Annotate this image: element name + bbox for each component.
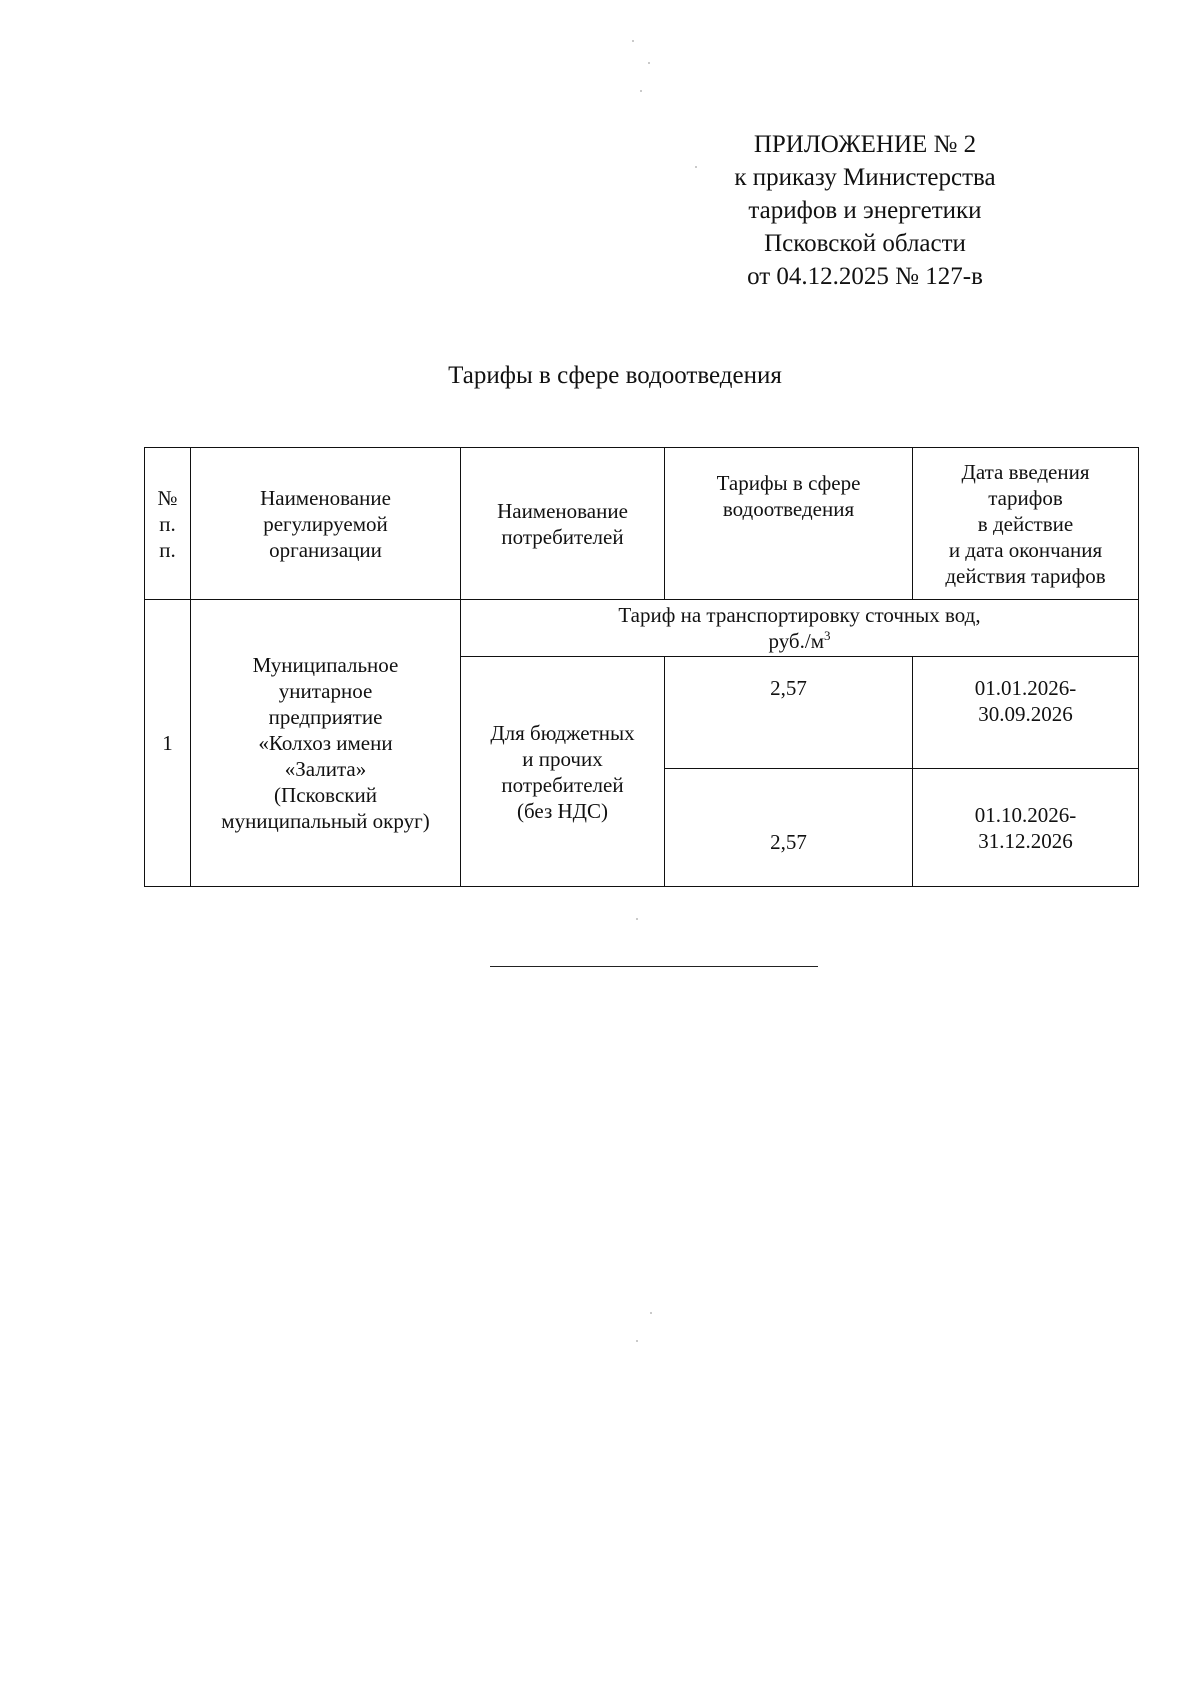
scan-speck [636, 918, 638, 920]
header-organization: Наименование регулируемой организации [191, 448, 461, 600]
tariff-period: 01.10.2026- 31.12.2026 [913, 769, 1139, 887]
appendix-date-number: от 04.12.2025 № 127-в [747, 263, 983, 290]
unit-superscript: 3 [824, 628, 831, 643]
scan-speck [640, 90, 642, 92]
appendix-block [700, 128, 1030, 293]
appendix-order-ref: к приказу Министерства [734, 164, 996, 191]
tariff-value: 2,57 [665, 769, 913, 887]
row-number: 1 [145, 600, 191, 887]
header-tariffs: Тарифы в сфере водоотведения [665, 448, 913, 600]
header-num: № п. п. [145, 448, 191, 600]
scan-speck [648, 62, 650, 64]
table-header-row [145, 448, 1139, 600]
appendix-number: ПРИЛОЖЕНИЕ № 2 [753, 131, 977, 158]
scan-speck [632, 40, 634, 42]
appendix-region: Псковской области [764, 230, 966, 257]
appendix-ministry: тарифов и энергетики [748, 197, 982, 224]
scan-speck [650, 1312, 652, 1314]
closing-rule-line [490, 966, 818, 967]
tariff-group-label: Тариф на транспортировку сточных вод, $руб./м^3$ [461, 600, 1139, 657]
scan-speck [695, 166, 697, 168]
document-title: Тарифы в сфере водоотведения [448, 362, 782, 389]
tariffs-table [144, 447, 1139, 887]
table-row [145, 600, 1139, 657]
organization-name: Муниципальное унитарное предприятие «Колхоз имени «Залита» (Псковский муниципальный округ) [191, 600, 461, 887]
header-dates: Дата введения тарифов в действие и дата окончания действия тарифов [913, 448, 1139, 600]
tariff-value: 2,57 [665, 657, 913, 769]
consumer-category: Для бюджетных и прочих потребителей (без НДС) [461, 657, 665, 887]
header-consumers: Наименование потребителей [461, 448, 665, 600]
unit-label: руб./м [768, 629, 824, 653]
scan-speck [636, 1340, 638, 1342]
tariff-period: 01.01.2026- 30.09.2026 [913, 657, 1139, 769]
